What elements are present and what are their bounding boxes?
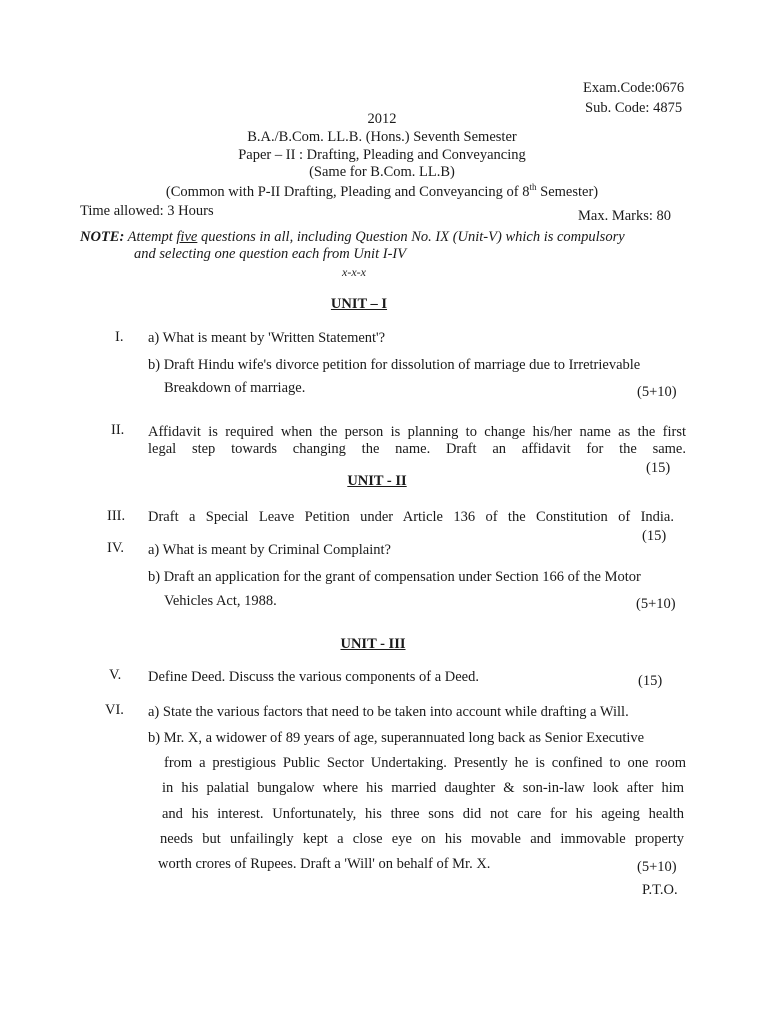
q6-part-b-line-3: in his palatial bungalow where his married daughter & son-in-law look after him (162, 780, 684, 796)
exam-code: Exam.Code:0676 (583, 80, 685, 96)
q6-marks: (5+10) (637, 859, 677, 875)
note-line-2: and selecting one question each from Unit I-IV (134, 246, 407, 262)
q6-part-b-line-1: b) Mr. X, a widower of 89 years of age, superannuated long back as Senior Executive (148, 730, 645, 746)
time-allowed: Time allowed: 3 Hours (80, 203, 214, 219)
q3-marks: (15) (642, 528, 667, 544)
q1-part-b-line-2: Breakdown of marriage. (164, 380, 306, 396)
separator: x-x-x (342, 265, 366, 279)
course-title: B.A./B.Com. LL.B. (Hons.) Seventh Semester (247, 129, 517, 145)
q4-number: IV. (107, 540, 125, 556)
q6-part-b-line-6: worth crores of Rupees. Draft a 'Will' on behalf of Mr. X. (158, 856, 491, 872)
q5-marks: (15) (638, 673, 663, 689)
sub-code: Sub. Code: 4875 (585, 100, 683, 116)
note-line-1: NOTE: Attempt five questions in all, including Question No. IX (Unit-V) which is compulsory (80, 229, 625, 245)
q1-part-a: a) What is meant by 'Written Statement'? (148, 330, 386, 346)
q4-part-b-line-2: Vehicles Act, 1988. (164, 593, 277, 609)
q2-line-1: Affidavit is required when the person is planning to change his/her name as the first (148, 424, 686, 440)
q4-marks: (5+10) (636, 596, 676, 612)
q6-number: VI. (105, 702, 124, 718)
q6-part-a: a) State the various factors that need to be taken into account while drafting a Will. (148, 704, 629, 720)
unit-3-heading: UNIT - III (340, 636, 406, 652)
q6-part-b-line-2: from a prestigious Public Sector Undertaking. Presently he is confined to one room (164, 755, 686, 771)
q1-number: I. (115, 329, 124, 345)
q1-part-b-line-1: b) Draft Hindu wife's divorce petition for dissolution of marriage due to Irretrievable (148, 357, 641, 373)
exam-year: 2012 (367, 111, 397, 127)
q6-part-b-line-4: and his interest. Unfortunately, his three sons did not care for his ageing health (162, 806, 684, 822)
q2-marks: (15) (646, 460, 671, 476)
pto-label: P.T.O. (642, 882, 678, 898)
q1-marks: (5+10) (637, 384, 677, 400)
unit-2-heading: UNIT - II (347, 473, 407, 489)
q5-number: V. (109, 667, 122, 683)
q5-line-1: Define Deed. Discuss the various components of a Deed. (148, 669, 479, 685)
common-with-note: (Common with P-II Drafting, Pleading and Conveyancing of 8th Semester) (165, 182, 599, 200)
same-for-note: (Same for B.Com. LL.B) (309, 164, 455, 180)
q3-line-1: Draft a Special Leave Petition under Article 136 of the Constitution of India. (148, 509, 674, 525)
q2-number: II. (111, 422, 125, 438)
paper-title: Paper – II : Drafting, Pleading and Conveyancing (238, 147, 526, 163)
max-marks: Max. Marks: 80 (578, 208, 672, 224)
q2-line-2: legal step towards changing the name. Draft an affidavit for the same. (148, 441, 686, 457)
q3-number: III. (107, 508, 126, 524)
unit-1-heading: UNIT – I (330, 296, 388, 312)
q4-part-b-line-1: b) Draft an application for the grant of compensation under Section 166 of the Motor (148, 569, 641, 585)
q4-part-a: a) What is meant by Criminal Complaint? (148, 542, 391, 558)
q6-part-b-line-5: needs but unfailingly kept a close eye on his movable and immovable property (160, 831, 684, 847)
